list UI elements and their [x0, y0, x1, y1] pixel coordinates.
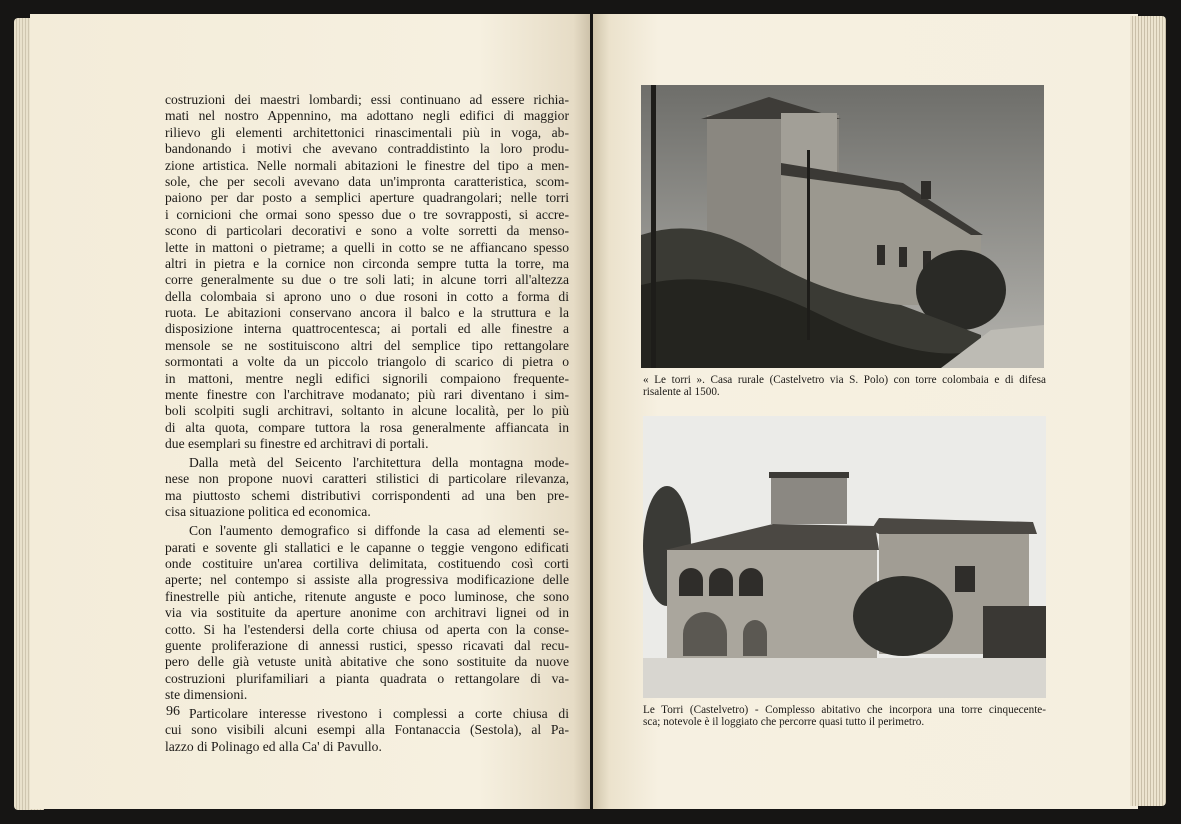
text-line: disposizione interna quattrocentesca; ai portali ed alle finestre a — [165, 321, 569, 337]
page-number: 96 — [166, 704, 180, 719]
paragraph — [165, 455, 569, 521]
text-line: ma piuttosto schemi distributivi corrispondenti ad una ben pre- — [165, 487, 569, 503]
text-line: sormontati a volte da un piccolo triangolo di scarico di pietra o — [165, 354, 569, 370]
text-line: due esemplari su finestre ed architravi di portali. — [165, 436, 429, 452]
text-line: via via sostituite da aperture anonime con architravi lignei od in — [165, 605, 569, 621]
text-line: costruzioni dei maestri lombardi; essi continuano ad essere richia- — [165, 92, 569, 107]
text-line: boli scolpiti sugli architravi, soltanto in alcune località, per lo più — [165, 403, 569, 419]
text-line: sole, che per secoli avevano data un'impronta caratteristica, scom- — [165, 173, 569, 189]
text-line: finestrelle più antiche, ritenute anguste e poco luminose, che sono — [165, 588, 569, 604]
text-line: scono di particolari decorativi e sono a volte sorretti da menso- — [165, 223, 569, 239]
text-line: ste dimensioni. — [165, 687, 248, 703]
text-line: in mattoni, mentre negli edifici signorili compaiono frequente- — [165, 370, 569, 386]
text-line: onde costituire un'area cortiliva delimitata, costituendo così corti — [165, 555, 569, 571]
text-line: cui sono visibili alcuni esempi alla Fontanaccia (Sestola), al Pa- — [165, 722, 569, 738]
text-line: mente finestre con l'architrave modanato; più rari diventano i sim- — [165, 387, 569, 403]
text-line: guente proliferazione di annessi rustici, spesso ricavati dal recu- — [165, 637, 569, 653]
paragraph — [165, 523, 569, 703]
text-line: Particolare interesse rivestono i complessi a corte chiusa di — [189, 705, 569, 721]
caption-line: « Le torri ». Casa rurale (Castelvetro via S. Polo) con torre colombaia e di difesa — [643, 374, 1046, 386]
caption-line: Le Torri (Castelvetro) - Complesso abitativo che incorpora una torre cinquecente- — [643, 704, 1046, 716]
text-line: Con l'aumento demografico si diffonde la casa ad elementi se- — [189, 523, 569, 539]
paragraph — [165, 706, 569, 755]
body-text-column — [165, 92, 569, 755]
text-line: mensole se ne sostituiscono altri del semplice tipo rettangolare — [165, 337, 569, 353]
caption-line: risalente al 1500. — [643, 385, 720, 398]
text-line: ruota. Le abitazioni conservano ancora il balco e la struttura e la — [165, 305, 569, 321]
text-line: pero delle già vetuste unità abitative che sono sostituite da nuove — [165, 654, 569, 670]
text-line: rilievo gli elementi architettonici rinascimentali più in voga, ab- — [165, 124, 569, 140]
text-line: paiono per dar posto a semplici aperture quadrangolari; nelle torri — [165, 190, 569, 206]
text-line: Dalla metà del Seicento l'architettura della montagna mode- — [189, 455, 569, 471]
text-line: altri in pietra e la cornice non circonda sempre tutta la torre, ma — [165, 255, 569, 271]
text-line: costruzioni plurifamiliari a pianta quadrata o rettangolare di va- — [165, 670, 569, 686]
text-line: zione artistica. Nelle normali abitazioni le finestre del tipo a men- — [165, 157, 569, 173]
text-line: i cornicioni che ormai sono spesso due o tre sovrapposti, si accre- — [165, 206, 569, 222]
text-line: aperte; nel contempo si assiste alla progressiva modificazione delle — [165, 572, 569, 588]
paragraph — [165, 92, 569, 453]
text-line: mati nel nostro Appennino, ma adottano negli edifici di maggior — [165, 108, 569, 124]
page-edges-right — [1130, 16, 1166, 806]
text-line: corre generalmente su due o tre soli lati; in alcune torri all'altezza — [165, 272, 569, 288]
text-line: della colombaia si aprono uno o due rosoni in cotto a forma di — [165, 288, 569, 304]
text-line: cotto. Si ha l'estendersi della corte chiusa od aperta con la conse- — [165, 621, 569, 637]
text-line: cisa situazione politica ed economica. — [165, 504, 371, 520]
text-line: bandonando i motivi che avevano contraddistinto la loro produ- — [165, 141, 569, 157]
text-line: di alta quota, compare tuttora la rosa generalmente affiancata in — [165, 419, 569, 435]
photo-le-torri-complesso — [643, 416, 1046, 698]
text-line: lette in mattoni o pietrame; a quelli in cotto se ne affiancano spesso — [165, 239, 569, 255]
caption-line: sca; notevole è il loggiato che percorre quasi tutto il perimetro. — [643, 715, 925, 728]
figure-caption-2 — [643, 705, 1046, 728]
figure-caption-1 — [643, 375, 1046, 398]
text-line: lazzo di Polinago ed alla Ca' di Pavullo. — [165, 738, 382, 754]
photo-casa-rurale-torre — [641, 85, 1044, 368]
text-line: nese non propone nuovi caratteri stilistici di particolare rilevanza, — [165, 471, 569, 487]
text-line: parati e sovente gli stallatici e le capanne o teggie vengono edificati — [165, 539, 569, 555]
